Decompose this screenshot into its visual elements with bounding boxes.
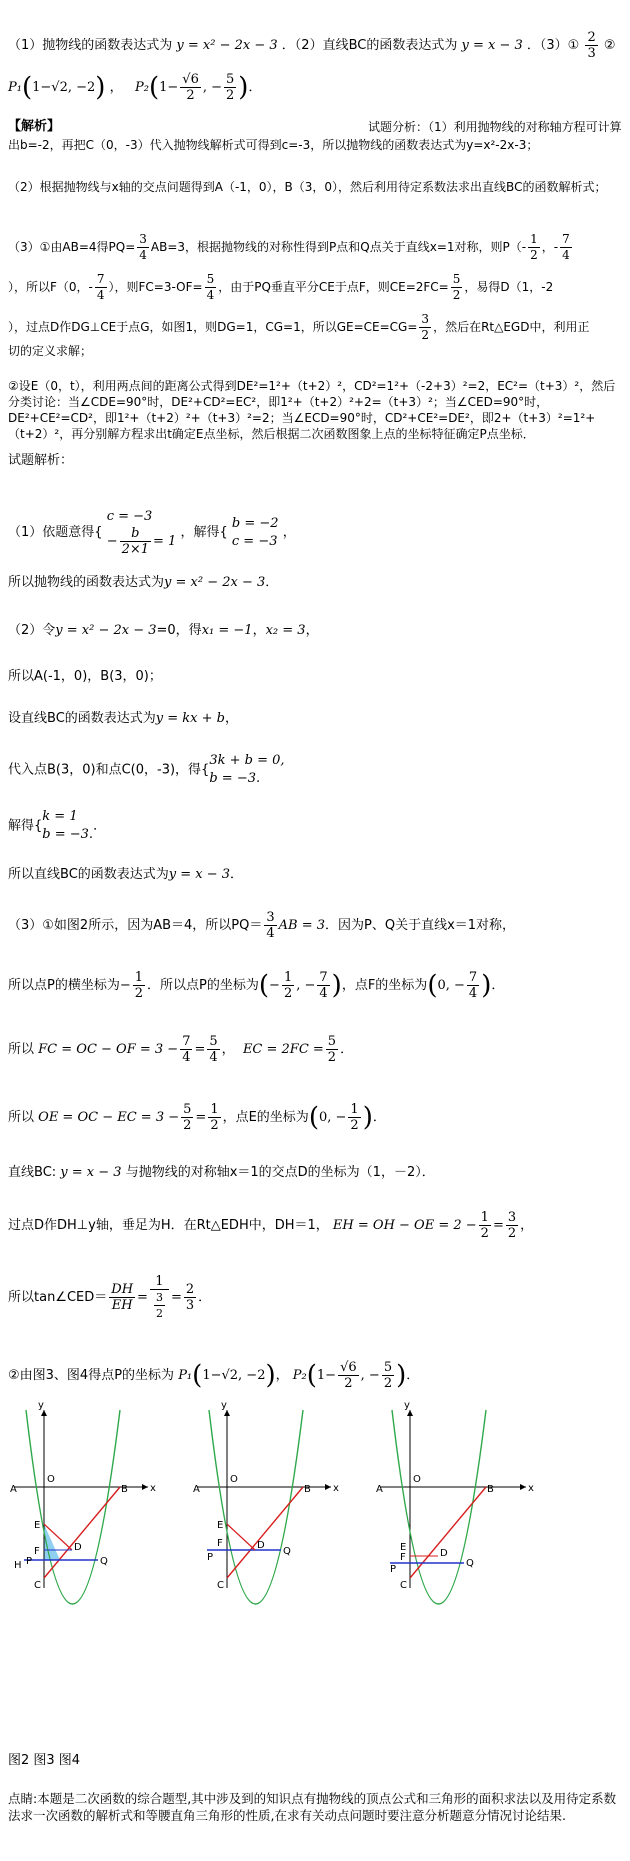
fraction: $\frac{2}{3}$ (587, 30, 596, 61)
analysis-part3-line3: ），过点D作DG⊥CE于点G，如图1，则DG=1，CG=1，所以GE=CE=CG= $\frac{3}{2}$ ，然后在Rt△EGD中，利用正 (8, 312, 590, 342)
svg-text:C: C (217, 1580, 224, 1591)
svg-text:x: x (528, 1483, 534, 1494)
svg-text:A: A (193, 1484, 200, 1495)
svg-text:Q: Q (466, 1558, 474, 1569)
solution-step-4: 所以A(-1，0)，B(3，0)； (8, 669, 162, 684)
svg-text:B: B (487, 1484, 494, 1495)
svg-text:y: y (404, 1400, 410, 1411)
math-expr: y = x − 3 (461, 38, 523, 53)
math-expr: P₁ (8, 80, 22, 95)
svg-text:Q: Q (283, 1546, 291, 1557)
analysis-part3-line2: ），所以F（0，- $\frac{7}{4}$ ），则FC=3-OF= $\frac{5}{4}$ ，由于PQ垂直平分CE于点F，则CE=2FC= $\frac{5}{2}$ ，易得D（1，-2 (8, 272, 554, 302)
svg-text:B: B (121, 1484, 128, 1495)
answer-text: ② (603, 38, 616, 53)
svg-text:A: A (376, 1484, 383, 1495)
analysis-part2: （2）根据抛物线与x轴的交点问题得到A（-1，0），B（3，0），然后利用待定系数法求出直线BC的函数解析式； (8, 180, 607, 194)
math-expr: P₂ (134, 80, 149, 95)
svg-text:F: F (400, 1552, 406, 1563)
svg-text:D: D (74, 1542, 82, 1553)
figure-4 (376, 1400, 534, 1604)
solution-step-5: 设直线BC的函数表达式为y = kx + b， (8, 711, 238, 726)
answer-text: ．（3）① (526, 38, 580, 53)
figure-caption: 图2 图3 图4 (8, 1753, 81, 1768)
solution-step-9: （3）①如图2所示，因为AB＝4，所以PQ＝ $\frac{3}{4}$ AB = 3．因为P、Q关于直线x＝1对称， (8, 910, 516, 941)
svg-text:E: E (400, 1542, 407, 1553)
solution-step-6: 代入点B(3，0)和点C(0，-3)，得{ 3k + b = 0, b = −3. (8, 753, 285, 786)
svg-text:F: F (34, 1546, 40, 1557)
svg-text:Q: Q (100, 1556, 108, 1567)
analysis-part3-line1: （3）①由AB=4得PQ= $\frac{3}{4}$ AB=3，根据抛物线的对称性得到P点和Q点关于直线x=1对称，则P（- $\frac{1}{2}$ ，- $\frac{7}{4}$ (8, 232, 570, 262)
solution-step-15: 所以tan∠CED＝ $\frac{DH}{EH}$ = $\frac{1}{\frac{3}{2}}$ = $\frac{2}{3}$ ． (8, 1274, 212, 1320)
solution-step-1: （1）依题意得{ c = −3 − $\frac{b}{2\times 1}$ = 1 ，解得{ b = −2 c = −3 ， (8, 509, 296, 557)
svg-text:x: x (333, 1483, 339, 1494)
solution-step-8: 所以直线BC的函数表达式为y = x − 3． (8, 867, 244, 882)
svg-text:F: F (217, 1538, 223, 1549)
svg-text:D: D (440, 1548, 448, 1559)
figure-3 (193, 1400, 339, 1604)
solution-step-11: 所以 FC = OC − OF = 3 − $\frac{7}{4}$ = $\frac{5}{4}$ ， EC = 2FC = $\frac{5}{2}$ ． (8, 1034, 354, 1065)
comment-note: 点睛:本题是二次函数的综合题型,其中涉及到的知识点有抛物线的顶点公式和三角形的面积求法以及用待定系数法求一次函数的解析式和等腰直角三角形的性质,在求有关动点问题时要注意分析题意分情况讨论结果. (8, 1791, 617, 1823)
math-expr: y = x² − 2x − 3 (176, 38, 278, 53)
svg-text:O: O (230, 1474, 238, 1485)
solution-step-16: ②由图3、图4得点P的坐标为 P₁(1−√2, −2)， P₂(1− $\frac{√6}{2}$ , − $\frac{5}{2}$ )． (8, 1360, 420, 1391)
solution-step-3: （2）令y = x² − 2x − 3=0，得x₁ = −1，x₂ = 3， (8, 623, 319, 638)
answer-line-1 (8, 30, 622, 61)
svg-text:y: y (38, 1400, 44, 1411)
svg-text:P: P (207, 1552, 214, 1563)
figure-2 (10, 1400, 156, 1604)
solution-step-10: 所以点P的横坐标为− $\frac{1}{2}$ ．所以点P的坐标为(− $\frac{1}{2}$ , − $\frac{7}{4}$ )，点F的坐标为(0, − $\frac{7}{4}$ )． (8, 970, 505, 1001)
solution-step-7: 解得{ k = 1 b = −3. ． (8, 809, 107, 842)
solution-step-12: 所以 OE = OC − EC = 3 − $\frac{5}{2}$ = $\frac{1}{2}$ ，点E的坐标为(0, − $\frac{1}{2}$ )． (8, 1102, 386, 1133)
svg-text:H: H (14, 1560, 22, 1571)
svg-text:E: E (34, 1520, 41, 1531)
svg-text:P: P (390, 1564, 397, 1575)
math-expr: 1−√2, −2 (32, 80, 96, 95)
line-bc (44, 1487, 120, 1578)
answer-line-2: P₁(1−√2, −2) ， P₂(1− $\frac{√6}{2}$ , − $\frac{5}{2}$ )． (8, 72, 262, 103)
svg-text:E: E (217, 1520, 224, 1531)
solution-step-2: 所以抛物线的函数表达式为y = x² − 2x − 3． (8, 575, 279, 590)
svg-text:y: y (221, 1400, 227, 1411)
svg-text:C: C (400, 1580, 407, 1591)
svg-text:P: P (26, 1556, 33, 1567)
analysis-intro: 试题分析：（1）利用抛物线的对称轴方程可计算出b=-2，再把C（0，-3）代入抛物线解析式可得到c=-3，所以抛物线的函数表达式为y=x²-2x-3； (8, 120, 622, 152)
svg-text:D: D (257, 1540, 265, 1551)
solution-heading: 试题解析： (8, 453, 74, 468)
figures-svg (0, 1398, 630, 1728)
parabola-curve (26, 1410, 120, 1604)
solution-step-13: 直线BC: y = x − 3 与抛物线的对称轴x＝1的交点D的坐标为（1，－2）． (8, 1165, 435, 1180)
answer-text: ．（2）直线BC的函数表达式为 (281, 38, 458, 53)
svg-text:B: B (304, 1484, 311, 1495)
analysis-part3-line4: 切的定义求解； (8, 344, 93, 358)
answer-text: （1）抛物线的函数表达式为 (8, 38, 173, 53)
analysis-heading: 【解析】 (8, 119, 61, 134)
svg-text:C: C (34, 1580, 41, 1591)
svg-text:A: A (10, 1484, 17, 1495)
analysis-part4: ②设E（0，t），利用两点间的距离公式得到DE²=1²+（t+2）²，CD²=1²+（-2+3）²=2，EC²=（t+3）²，然后分类讨论：当∠CDE=90°时，DE²+CD²=EC²，即1²+（t+2）²+2=（t+3）²；当∠CED=90°时，DE²+CE²=CD²，即1²+（t+2）²+（t+3）²=2；当∠ECD=90°时，CD²+CE²=DE²，即2+（t+3）²=1²+（t+2）²，再分别解方程求出t确定E点坐标，然后根据二次函数图象上点的坐标特征确定P点坐标． (8, 379, 616, 441)
solution-step-14: 过点D作DH⊥y轴，垂足为H．在Rt△EDH中，DH＝1， EH = OH − OE = 2 − $\frac{1}{2}$ = $\frac{3}{2}$ ， (8, 1210, 534, 1241)
svg-text:O: O (47, 1474, 55, 1485)
svg-text:O: O (413, 1474, 421, 1485)
svg-text:x: x (150, 1483, 156, 1494)
